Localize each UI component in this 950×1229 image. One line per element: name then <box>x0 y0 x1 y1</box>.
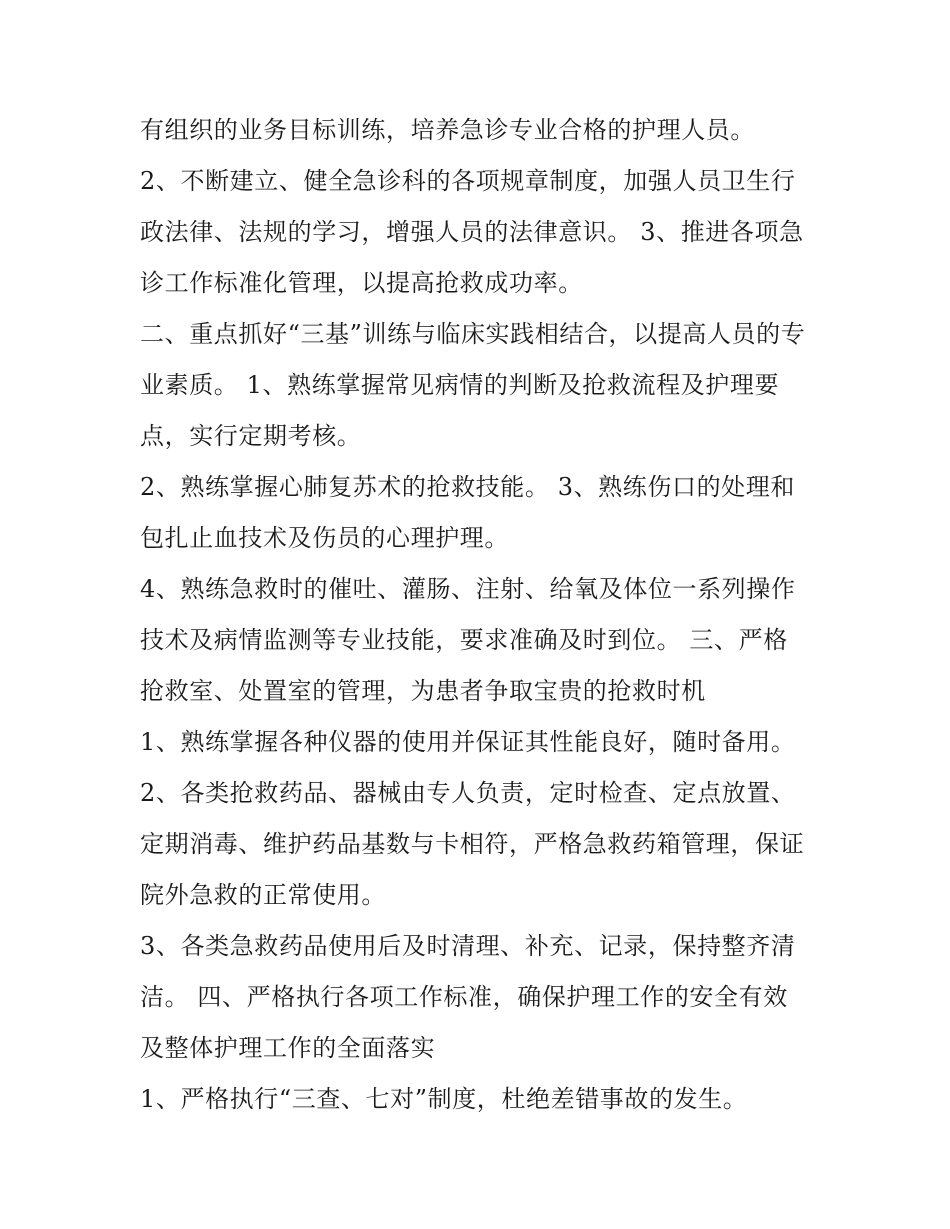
text-line: 院外急救的正常使用。 <box>140 881 386 909</box>
text-line: 政法律、法规的学习，增强人员的法律意识。 3、推进各项急 <box>140 218 804 246</box>
text-line: 定期消毒、维护药品基数与卡相符，严格急救药箱管理，保证 <box>140 830 805 858</box>
text-line: 洁。 四、严格执行各项工作标准，确保护理工作的安全有效 <box>140 983 788 1011</box>
text-line: 4、熟练急救时的催吐、灌肠、注射、给氧及体位一系列操作 <box>140 575 796 603</box>
text-line: 抢救室、处置室的管理，为患者争取宝贵的抢救时机 <box>140 677 706 705</box>
text-line: 技术及病情监测等专业技能，要求准确及时到位。 三、严格 <box>140 626 788 654</box>
text-line: 2、熟练掌握心肺复苏术的抢救技能。 3、熟练伤口的处理和 <box>140 473 795 501</box>
text-line: 有组织的业务目标训练，培养急诊专业合格的护理人员。 <box>140 116 755 144</box>
text-line: 1、严格执行“三查、七对”制度，杜绝差错事故的发生。 <box>140 1085 748 1113</box>
text-line: 1、熟练掌握各种仪器的使用并保证其性能良好，随时备用。 <box>140 728 796 756</box>
text-line: 二、重点抓好“三基”训练与临床实践相结合，以提高人员的专 <box>140 320 806 348</box>
text-line: 诊工作标准化管理，以提高抢救成功率。 <box>140 269 583 297</box>
text-line: 业素质。 1、熟练掌握常见病情的判断及抢救流程及护理要 <box>140 371 780 399</box>
text-line: 及整体护理工作的全面落实 <box>140 1034 436 1062</box>
text-line: 3、各类急救药品使用后及时清理、补充、记录，保持整齐清 <box>140 932 796 960</box>
text-line: 包扎止血技术及伤员的心理护理。 <box>140 524 509 552</box>
text-line: 点，实行定期考核。 <box>140 422 362 450</box>
text-line: 2、各类抢救药品、器械由专人负责，定时检查、定点放置、 <box>140 779 796 807</box>
text-line: 2、不断建立、健全急诊科的各项规章制度，加强人员卫生行 <box>140 167 796 195</box>
